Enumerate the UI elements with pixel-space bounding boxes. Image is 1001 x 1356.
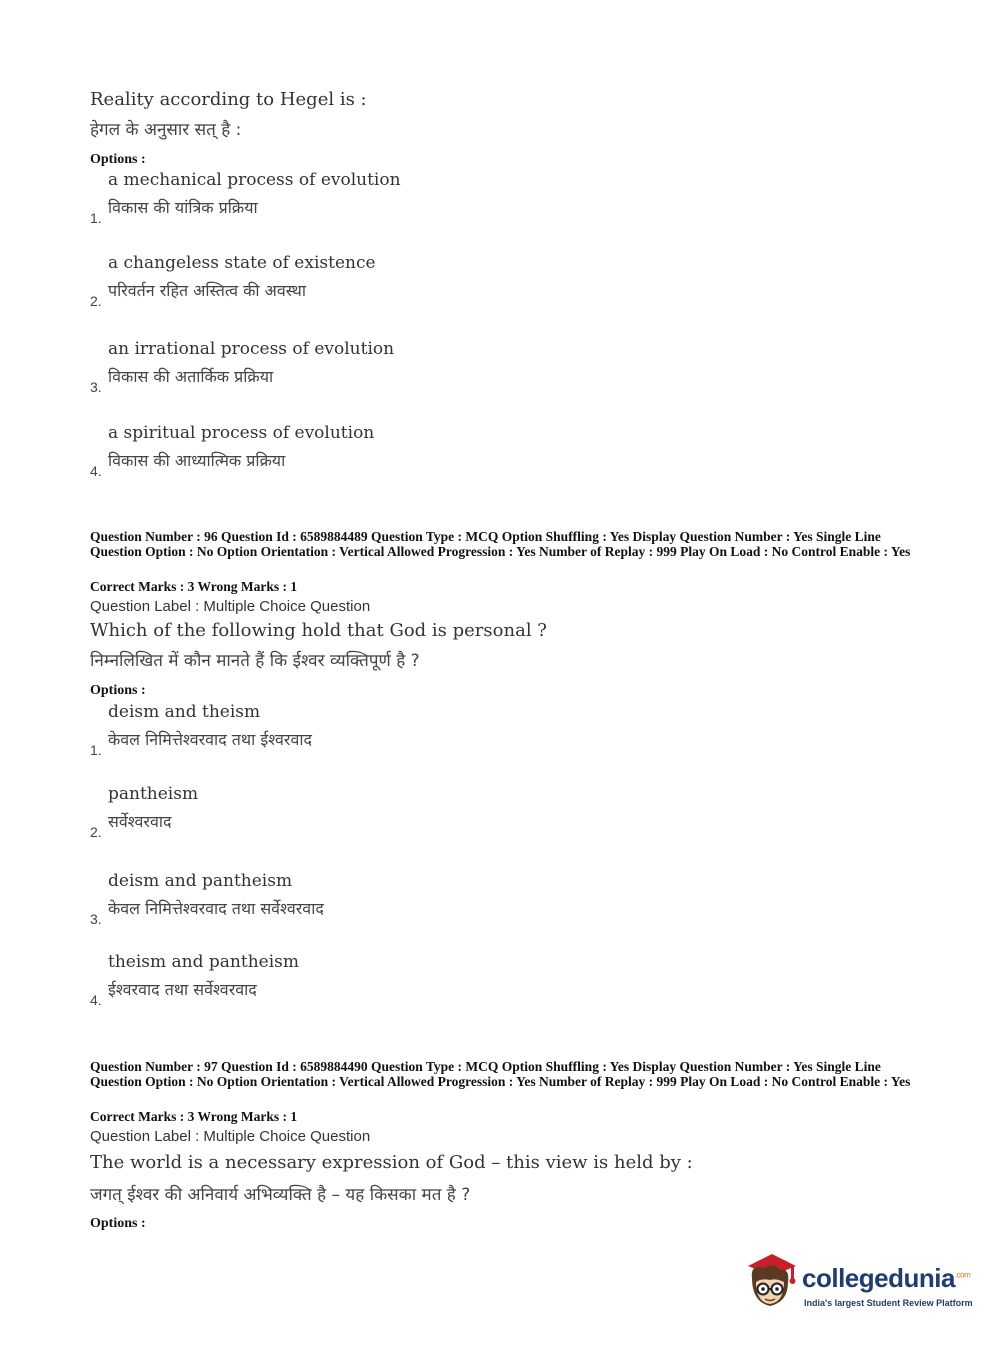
- option-item[interactable]: [88, 170, 688, 232]
- options-title: Options :: [90, 683, 146, 698]
- option-text-hi: ईश्वरवाद तथा सर्वेश्वरवाद: [108, 980, 257, 999]
- option-number: 2.: [90, 293, 102, 309]
- mascot-icon: [742, 1248, 800, 1314]
- option-text-en: a spiritual process of evolution: [108, 423, 375, 443]
- option-text-hi: परिवर्तन रहित अस्तित्व की अवस्था: [108, 281, 306, 300]
- option-item[interactable]: [88, 952, 688, 1014]
- option-item[interactable]: [88, 784, 688, 846]
- option-text-en: a changeless state of existence: [108, 253, 376, 273]
- question-97-text-hi: जगत् ईश्वर की अनिवार्य अभिव्यक्ति है – यह किसका मत है ?: [90, 1185, 471, 1205]
- question-96-text-en: Which of the following hold that God is personal ?: [90, 620, 547, 641]
- option-item[interactable]: [88, 423, 688, 485]
- option-text-hi: विकास की यांत्रिक प्रक्रिया: [108, 198, 258, 217]
- question-97-marks: Correct Marks : 3 Wrong Marks : 1: [90, 1109, 298, 1124]
- option-number: 3.: [90, 379, 102, 395]
- question-96-marks: Correct Marks : 3 Wrong Marks : 1: [90, 579, 298, 594]
- question-95-text-en: Reality according to Hegel is :: [90, 89, 367, 110]
- option-item[interactable]: [88, 253, 688, 315]
- collegedunia-logo[interactable]: [742, 1248, 972, 1318]
- logo-suffix: .com: [954, 1270, 971, 1280]
- option-number: 4.: [90, 463, 102, 479]
- logo-wordmark: [802, 1263, 970, 1294]
- question-97-label: Question Label : Multiple Choice Question: [90, 1128, 371, 1145]
- option-number: 2.: [90, 824, 102, 840]
- option-text-hi: केवल निमित्तेश्वरवाद तथा सर्वेश्वरवाद: [108, 899, 324, 918]
- option-text-en: theism and pantheism: [108, 952, 299, 972]
- option-text-hi: केवल निमित्तेश्वरवाद तथा ईश्वरवाद: [108, 730, 312, 749]
- option-text-en: an irrational process of evolution: [108, 339, 395, 359]
- question-96-text-hi: निम्नलिखित में कौन मानते हैं कि ईश्वर व्यक्तिपूर्ण है ?: [90, 651, 420, 671]
- option-text-en: deism and theism: [108, 702, 261, 722]
- option-text-hi: सर्वेश्वरवाद: [108, 812, 172, 831]
- option-text-en: pantheism: [108, 784, 199, 804]
- question-97-text-en: The world is a necessary expression of God – this view is held by :: [90, 1152, 693, 1173]
- option-text-en: a mechanical process of evolution: [108, 170, 401, 190]
- question-96-meta: Question Number : 96 Question Id : 6589884489 Question Type : MCQ Option Shuffling : Yes Display Question Number : Yes Single Line Question Option : No Option Orientation : Vertical Allowed Progression : Yes Number of Replay : 999 Play On Load : No Control Enable : Yes: [90, 529, 911, 559]
- option-number: 3.: [90, 911, 102, 927]
- option-text-en: deism and pantheism: [108, 871, 293, 891]
- option-item[interactable]: [88, 871, 688, 933]
- options-title: Options :: [90, 152, 146, 167]
- question-96-label: Question Label : Multiple Choice Question: [90, 598, 371, 615]
- logo-name: collegedunia: [802, 1263, 955, 1293]
- option-item[interactable]: [88, 702, 688, 764]
- option-number: 1.: [90, 742, 102, 758]
- option-text-hi: विकास की आध्यात्मिक प्रक्रिया: [108, 451, 286, 470]
- logo-tagline: India's largest Student Review Platform: [804, 1298, 973, 1308]
- options-title: Options :: [90, 1216, 146, 1231]
- question-95-text-hi: हेगल के अनुसार सत् है :: [90, 120, 242, 140]
- option-number: 1.: [90, 210, 102, 226]
- option-text-hi: विकास की अतार्किक प्रक्रिया: [108, 367, 274, 386]
- question-97-meta: Question Number : 97 Question Id : 6589884490 Question Type : MCQ Option Shuffling : Yes Display Question Number : Yes Single Line Question Option : No Option Orientation : Vertical Allowed Progression : Yes Number of Replay : 999 Play On Load : No Control Enable : Yes: [90, 1059, 911, 1089]
- option-number: 4.: [90, 992, 102, 1008]
- option-item[interactable]: [88, 339, 688, 401]
